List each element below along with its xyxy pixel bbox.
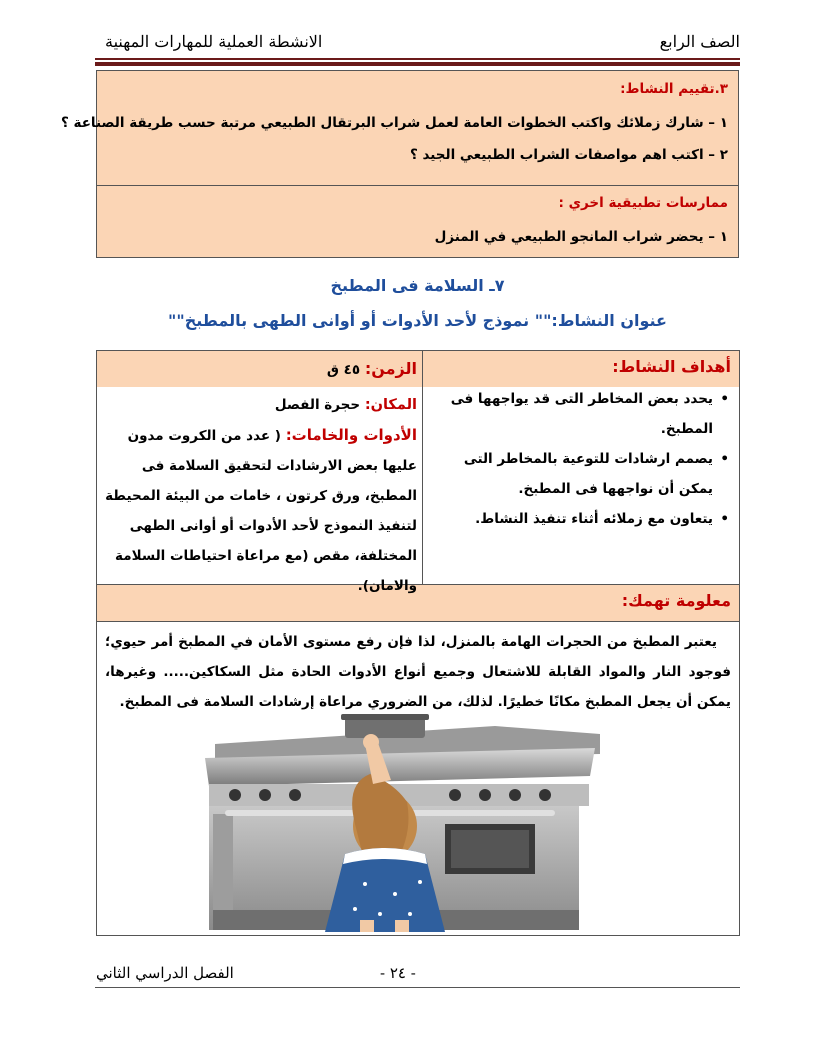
subject-label: الانشطة العملية للمهارات المهنية [105, 32, 323, 51]
goals-title: أهداف النشاط: [612, 357, 731, 376]
header-rule [95, 58, 740, 60]
page-header [95, 30, 740, 58]
goal-item: • يصمم ارشادات للتوعية بالمخاطر التى يمكن أن نواجهها فى المطبخ. [427, 444, 713, 504]
goals-list [427, 384, 731, 534]
term-label: الفصل الدراسي الثاني [96, 964, 234, 982]
section-title: ٧ـ السلامة فى المطبخ [330, 276, 505, 295]
activity-title: عنوان النشاط:"" نموذج لأحد الأدوات أو أوانى الطهى بالمطبخ"" [168, 311, 667, 330]
info-text: يعتبر المطبخ من الحجرات الهامة بالمنزل، لذا فإن رفع مستوى الأمان في المطبخ أمر حيوي؛ فوجود النار والمواد القابلة للاشتعال وجميع أنواع الأدوات الحادة مثل السكاكين..... وغيرها، يمكن أن يجعل المطبخ مكانًا خطيرًا. لذلك، من الضروري مراعاة إرشادات السلامة فى المطبخ. [105, 634, 731, 710]
assessment-item-2: ٢ – اكتب اهم مواصفات الشراب الطبيعي الجيد ؟ [409, 147, 728, 163]
goal-item: • يتعاون مع زملائه أثناء تنفيذ النشاط. [427, 504, 713, 534]
tools-label: الأدوات والخامات: [285, 426, 417, 444]
details-cell [103, 357, 417, 601]
time-label: الزمن: [364, 359, 417, 378]
practice-title: ممارسات تطبيقية اخري : [558, 195, 728, 211]
goal-item: • يحدد بعض المخاطر التى قد يواجهها فى المطبخ. [427, 384, 713, 444]
info-title: معلومة تهمك: [621, 591, 731, 610]
tools-value: ( عدد من الكروت مدون عليها بعض الارشادات لتحقيق السلامة فى المطبخ، ورق كرتون ، خامات من البيئة المحيطة لتنفيذ النموذج لأحد الأدوات أو أوانى الطهى المختلفة، مقص (مع مراعاة احتياطات السلامة والامان). [105, 428, 417, 594]
row-divider-2 [97, 621, 739, 622]
footer-rule [95, 987, 740, 988]
page-number: - ٢٤ - [380, 964, 416, 982]
place-label: المكان: [364, 397, 417, 413]
grade-label: الصف الرابع [659, 32, 740, 51]
assessment-title: ٣.تقييم النشاط: [620, 81, 728, 97]
goals-cell [427, 357, 731, 534]
place-value: حجرة الفصل [274, 397, 361, 413]
assessment-box [60, 70, 739, 258]
header-rule-thick [95, 62, 740, 66]
info-title-cell [622, 591, 731, 610]
time-value: ٤٥ ق [326, 362, 361, 378]
assessment-item-1: ١ – شارك زملائك واكتب الخطوات العامة لعمل شراب البرتقال الطبيعي مرتبة حسب طريقة الصناعة ؟ [60, 115, 728, 131]
practice-item-1: ١ – يحضر شراب المانجو الطبيعي في المنزل [434, 229, 728, 245]
kitchen-safety-illustration [195, 714, 605, 932]
box-divider [97, 185, 738, 186]
column-divider [422, 351, 423, 584]
